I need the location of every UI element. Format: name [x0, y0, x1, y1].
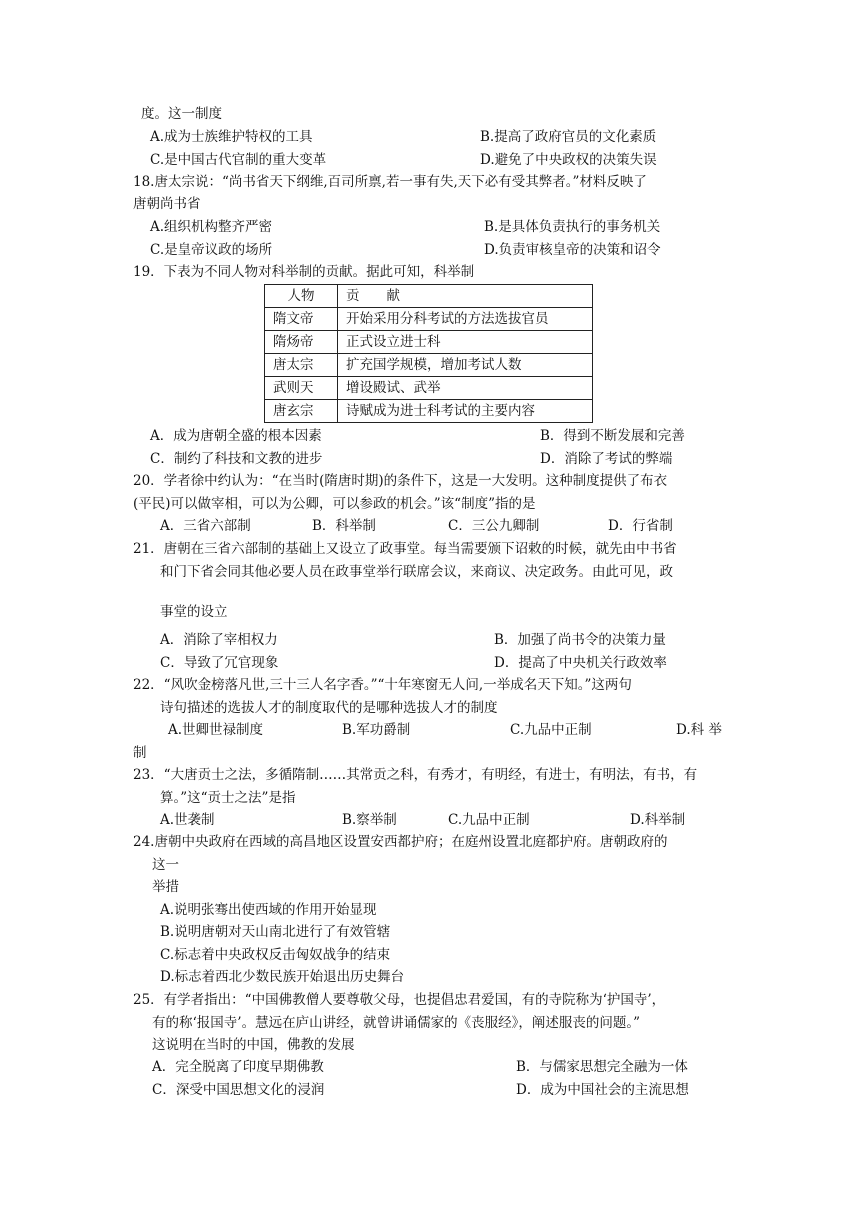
q24-option-d[interactable]: D.标志着西北少数民族开始退出历史舞台	[160, 969, 405, 985]
q19-option-a[interactable]: A．成为唐朝全盛的根本因素	[150, 428, 322, 444]
q24-option-c[interactable]: C.标志着中央政权反击匈奴战争的结束	[160, 947, 391, 963]
q22-option-a[interactable]: A.世卿世禄制度	[168, 722, 264, 738]
table-cell-person: 武则天	[265, 377, 338, 400]
table-row	[265, 331, 593, 354]
table-row	[265, 377, 593, 400]
q20-option-d[interactable]: D．行省制	[608, 518, 673, 534]
q21-stem-line1: 21．唐朝在三省六部制的基础上又设立了政事堂。每当需要颁下诏敕的时候，就先由中书省	[133, 541, 677, 557]
q18-option-c[interactable]: C.是皇帝议政的场所	[150, 242, 273, 258]
q22-option-b[interactable]: B.军功爵制	[342, 722, 411, 738]
table-header-contribution: 贡献	[338, 285, 593, 308]
q21-option-a[interactable]: A．消除了宰相权力	[160, 632, 278, 648]
q25-option-b[interactable]: B．与儒家思想完全融为一体	[516, 1059, 688, 1075]
q20-stem-line1: 20．学者徐中约认为：“在当时(隋唐时期)的条件下，这是一大发明。这种制度提供了布衣	[133, 473, 668, 489]
q21-option-c[interactable]: C．导致了冗官现象	[160, 655, 279, 671]
table-cell-contribution: 诗赋成为进士科考试的主要内容	[338, 400, 593, 423]
q18-stem-line1: 18.唐太宗说：“尚书省天下纲维,百司所禀,若一事有失,天下必有受其弊者。”材料反映了	[133, 174, 647, 190]
q22-option-c[interactable]: C.九品中正制	[510, 722, 592, 738]
table-cell-contribution: 扩充国学规模，增加考试人数	[338, 354, 593, 377]
q20-option-a[interactable]: A．三省六部制	[160, 518, 251, 534]
q20-stem-line2: (平民)可以做宰相，可以为公卿，可以参政的机会。”该“制度”指的是	[133, 496, 536, 512]
q17-option-c[interactable]: C.是中国古代官制的重大变革	[150, 152, 327, 168]
q21-stem-line2: 和门下省会同其他必要人员在政事堂举行联席会议，来商议、决定政务。由此可见，政	[160, 564, 673, 580]
q22-option-d[interactable]: D.科 举	[676, 722, 722, 738]
q25-stem-line1: 25．有学者指出：“中国佛教僧人要尊敬父母，也提倡忠君爱国，有的寺院称为‘护国寺’，	[133, 992, 666, 1008]
table-cell-contribution: 开始采用分科考试的方法选拔官员	[338, 308, 593, 331]
table-cell-person: 唐太宗	[265, 354, 338, 377]
table-row	[265, 308, 593, 331]
table-header-person: 人物	[265, 285, 338, 308]
q19-option-b[interactable]: B．得到不断发展和完善	[540, 428, 685, 444]
q17-option-a[interactable]: A.成为士族维护特权的工具	[150, 129, 313, 145]
q25-option-a[interactable]: A．完全脱离了印度早期佛教	[152, 1059, 324, 1075]
q18-option-a[interactable]: A.组织机构整齐严密	[150, 219, 273, 235]
q23-option-d[interactable]: D.科举制	[630, 812, 686, 828]
q22-stem-line2: 诗句描述的选拔人才的制度取代的是哪种选拔人才的制度	[160, 700, 498, 716]
q24-option-a[interactable]: A.说明张骞出使西域的作用开始显现	[160, 902, 377, 918]
q17-option-d[interactable]: D.避免了中央政权的决策失误	[480, 152, 657, 168]
table-cell-person: 唐玄宗	[265, 400, 338, 423]
q23-option-c[interactable]: C.九品中正制	[448, 812, 530, 828]
q22-option-d-wrap: 制	[133, 745, 147, 761]
q20-option-c[interactable]: C．三公九卿制	[448, 518, 540, 534]
table-header-row	[265, 285, 593, 308]
table-cell-contribution: 正式设立进士科	[338, 331, 593, 354]
q25-stem-line2: 有的称‘报国寺’。慧远在庐山讲经，就曾讲诵儒家的《丧服经》，阐述服丧的问题。”	[152, 1015, 640, 1031]
q22-stem-line1: 22．“风吹金榜落凡世,三十三人名字香。”“十年寒窗无人问,一举成名天下知。”这两句	[133, 677, 632, 693]
q19-stem: 19．下表为不同人物对科举制的贡献。据此可知，科举制	[133, 264, 475, 280]
q21-stem-line3: 事堂的设立	[160, 604, 228, 620]
q18-option-d[interactable]: D.负责审核皇帝的决策和诏令	[484, 242, 661, 258]
q24-stem-line2: 这一	[152, 857, 179, 873]
q24-stem-line1: 24.唐朝中央政府在西域的高昌地区设置安西都护府；在庭州设置北庭都护府。唐朝政府的	[133, 834, 668, 850]
q24-stem-line3: 举措	[152, 879, 179, 895]
table-row	[265, 354, 593, 377]
q19-option-d[interactable]: D．消除了考试的弊端	[540, 451, 673, 467]
q25-stem-line3: 这说明在当时的中国，佛教的发展	[152, 1037, 355, 1053]
q19-option-c[interactable]: C．制约了科技和文教的进步	[150, 451, 323, 467]
q21-option-b[interactable]: B．加强了尚书令的决策力量	[494, 632, 666, 648]
table-cell-person: 隋炀帝	[265, 331, 338, 354]
q17-stem-tail: 度。这一制度	[141, 106, 222, 122]
q25-option-d[interactable]: D．成为中国社会的主流思想	[516, 1082, 689, 1098]
q20-option-b[interactable]: B．科举制	[312, 518, 376, 534]
table-cell-person: 隋文帝	[265, 308, 338, 331]
q23-option-a[interactable]: A.世袭制	[160, 812, 215, 828]
q25-option-c[interactable]: C．深受中国思想文化的浸润	[152, 1082, 325, 1098]
table-cell-contribution: 增设殿试、武举	[338, 377, 593, 400]
table-row	[265, 400, 593, 423]
q23-stem-line1: 23．“大唐贡士之法，多循隋制……其常贡之科，有秀才，有明经，有进士，有明法，有书，有	[133, 767, 698, 783]
q23-stem-line2: 算。”这“贡士之法”是指	[160, 790, 296, 806]
q23-option-b[interactable]: B.察举制	[342, 812, 397, 828]
q17-option-b[interactable]: B.提高了政府官员的文化素质	[480, 129, 657, 145]
contribution-table	[264, 284, 593, 423]
q18-stem-line2: 唐朝尚书省	[133, 196, 201, 212]
q24-option-b[interactable]: B.说明唐朝对天山南北进行了有效管辖	[160, 924, 391, 940]
q21-option-d[interactable]: D．提高了中央机关行政效率	[494, 655, 667, 671]
q18-option-b[interactable]: B.是具体负责执行的事务机关	[484, 219, 661, 235]
